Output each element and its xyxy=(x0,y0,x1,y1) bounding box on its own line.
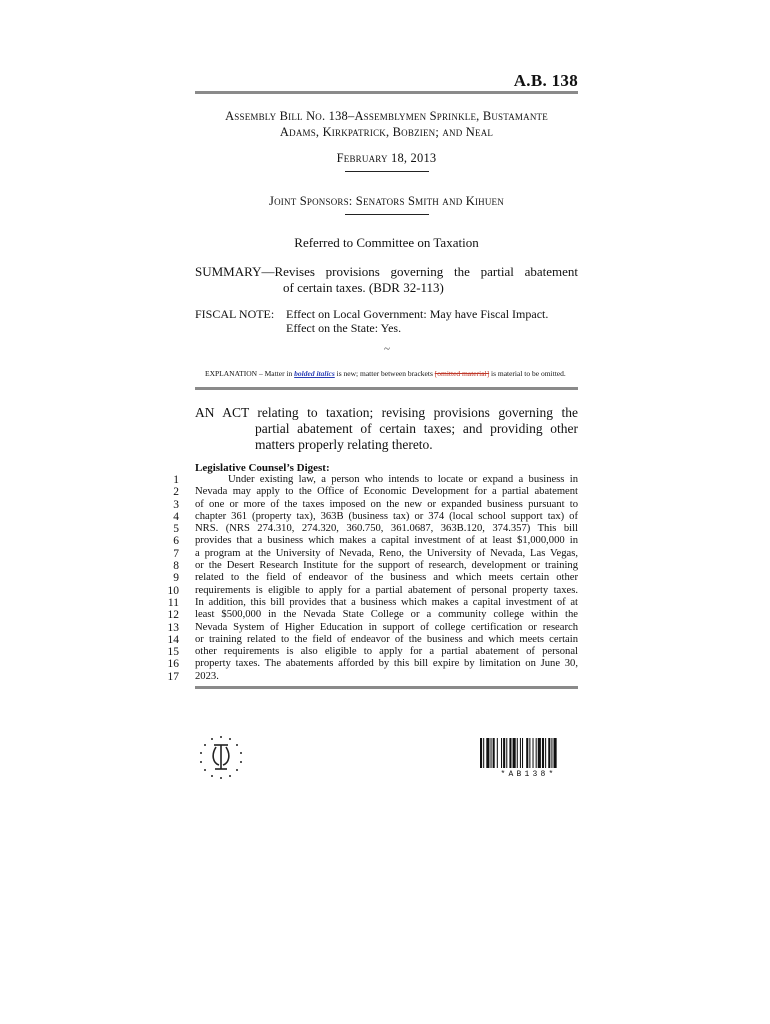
barcode-bar xyxy=(529,738,530,768)
date-text: February 18, 2013 xyxy=(336,151,437,165)
act-line-3: matters properly relating thereto. xyxy=(255,437,433,452)
footer-rule xyxy=(195,686,578,689)
barcode-bar xyxy=(513,738,516,768)
joint-sponsors xyxy=(195,193,578,221)
digest-line xyxy=(173,474,578,486)
barcode-text: *AB138* xyxy=(500,770,557,779)
digest-line-text: Under existing law, a person who intends to locate or expand a business in xyxy=(228,474,578,485)
line-number: 5 xyxy=(173,523,179,536)
digest-line-text: Nevada System of Higher Education in support of college certification or research xyxy=(195,621,578,633)
digest-line xyxy=(167,658,578,671)
summary xyxy=(195,264,578,296)
barcode-bar xyxy=(486,738,489,768)
digest-line xyxy=(173,510,578,523)
barcode-bar xyxy=(554,738,557,768)
digest-line-text: Nevada may apply to the Office of Economic Development for a partial abatement xyxy=(195,486,578,498)
barcode-bar xyxy=(538,738,541,768)
line-number: 1 xyxy=(173,474,179,486)
act-title xyxy=(195,405,578,453)
digest-line-text: related to the field of endeavor of the business and which meets certain other xyxy=(195,572,578,584)
digest-line xyxy=(167,633,578,646)
barcode-bar xyxy=(506,738,507,768)
digest-title: Legislative Counsel’s Digest: xyxy=(195,462,330,474)
digest-line-text: requirements is eligible to apply for a partial abatement of personal property taxes. xyxy=(195,584,578,596)
line-number: 7 xyxy=(173,547,179,560)
digest-line xyxy=(167,670,578,683)
barcode-bar xyxy=(517,738,518,768)
line-number: 11 xyxy=(167,596,179,609)
bill-number: A.B. 138 xyxy=(513,71,578,90)
digest-line xyxy=(167,596,578,609)
line-number: 14 xyxy=(167,633,179,646)
barcode-bar xyxy=(520,738,521,768)
barcode-bar xyxy=(480,738,482,768)
digest-line xyxy=(173,572,578,585)
barcode-bar xyxy=(503,738,505,768)
fiscal-note-state: Effect on the State: Yes. xyxy=(286,321,402,335)
digest-line xyxy=(167,609,578,622)
line-number: 15 xyxy=(167,646,179,659)
summary-line-1: SUMMARY—Revises provisions governing the partial abatement xyxy=(195,264,578,279)
barcode-bar xyxy=(542,738,544,768)
barcode-bar xyxy=(548,738,550,768)
sponsors-block xyxy=(195,108,578,140)
act-line-1: AN ACT relating to taxation; revising provisions governing the xyxy=(195,405,578,420)
digest-line-text: other requirements is also eligible to apply for a partial abatement of personal xyxy=(195,646,578,658)
digest-line-text: or training related to the field of endeavor of the business and which meets certain xyxy=(195,633,578,645)
digest-line-text: NRS. (NRS 274.310, 274.320, 360.750, 361.0687, 363B.120, 374.357) This bill xyxy=(195,523,578,535)
digest-line-text: 2023. xyxy=(195,670,219,682)
barcode-bar xyxy=(483,738,484,768)
section-tilde: ~ xyxy=(384,343,390,355)
digest-line-text: of one or more of the taxes imposed on the new or expanded business pursuant to xyxy=(195,498,578,510)
explanation-rule xyxy=(195,387,578,390)
digest-line xyxy=(167,584,578,597)
digest-line-text: chapter 361 (property tax), 363B (business tax) or 374 (local school support tax) of xyxy=(195,510,578,522)
barcode-bar xyxy=(533,738,534,768)
explanation-new-marker: bolded italics xyxy=(294,369,335,378)
line-number: 13 xyxy=(167,621,179,634)
line-number: 8 xyxy=(173,560,179,573)
digest-line xyxy=(173,535,578,548)
barcode-bar xyxy=(491,738,492,768)
barcode-bar xyxy=(526,738,528,768)
line-number: 3 xyxy=(173,498,179,511)
state-seal-icon xyxy=(197,733,245,781)
digest-line xyxy=(167,646,578,659)
sponsors-line-2: Adams, Kirkpatrick, Bobzien; and Neal xyxy=(279,125,494,139)
fiscal-note-local: Effect on Local Government: May have Fiscal Impact. xyxy=(286,307,549,321)
barcode-bar xyxy=(493,738,495,768)
fiscal-note xyxy=(195,307,578,335)
barcode-bar xyxy=(497,738,498,768)
line-number: 16 xyxy=(167,658,179,671)
barcode-bar xyxy=(545,738,546,768)
line-number: 9 xyxy=(173,572,179,585)
line-number: 2 xyxy=(173,486,179,499)
fiscal-note-label: FISCAL NOTE: xyxy=(195,307,275,321)
digest-line-text: or the Desert Research Institute for the support of research, development or training xyxy=(195,560,578,572)
date-divider xyxy=(345,170,429,172)
digest-line xyxy=(173,523,578,536)
digest-line-text: provides that a business which makes a capital investment of at least $1,000,000 in xyxy=(195,535,578,547)
digest-line xyxy=(173,560,578,573)
barcode-bar xyxy=(501,738,502,768)
line-number: 4 xyxy=(173,510,179,523)
sponsors-line-1: Assembly Bill No. 138–Assemblymen Sprinkle, Bustamante xyxy=(225,109,548,123)
digest-line-text: least $500,000 in the Nevada State College or a community college within the xyxy=(195,609,578,621)
line-number: 10 xyxy=(167,584,179,597)
digest-body xyxy=(167,474,578,683)
act-line-2: partial abatement of certain taxes; and providing other xyxy=(255,421,578,436)
explanation xyxy=(205,369,566,378)
digest-line-text: a program at the University of Nevada, Reno, the University of Nevada, Las Vegas, xyxy=(195,547,578,559)
barcode-bar xyxy=(509,738,511,768)
line-number: 17 xyxy=(167,670,179,683)
digest-line xyxy=(173,547,578,560)
line-number: 6 xyxy=(173,535,179,548)
barcode-icon xyxy=(480,738,577,768)
line-number: 12 xyxy=(167,609,179,622)
digest-line-text: property taxes. The abatements afforded by this bill expire by limitation on June 30, xyxy=(195,658,578,670)
explanation-omitted-marker: [omitted material] xyxy=(434,369,490,378)
header-rule xyxy=(195,91,578,94)
digest-line xyxy=(173,486,578,499)
digest-line xyxy=(173,498,578,511)
referred-text: Referred to Committee on Taxation xyxy=(294,235,479,250)
summary-line-2: of certain taxes. (BDR 32-113) xyxy=(283,280,444,295)
digest-line xyxy=(167,621,578,634)
joint-sponsors-text: Joint Sponsors: Senators Smith and Kihuen xyxy=(269,194,504,208)
explanation-suffix: is material to be omitted. xyxy=(489,369,566,378)
bill-date xyxy=(195,150,578,178)
explanation-middle: is new; matter between brackets xyxy=(334,369,435,378)
barcode-bar xyxy=(522,738,523,768)
barcode-bar xyxy=(551,738,552,768)
digest-line-text: In addition, this bill provides that a business which makes a capital investment of at xyxy=(195,596,578,608)
explanation-prefix: EXPLANATION – Matter in xyxy=(205,369,295,378)
joint-sponsors-divider xyxy=(345,213,429,215)
barcode-bar xyxy=(536,738,537,768)
